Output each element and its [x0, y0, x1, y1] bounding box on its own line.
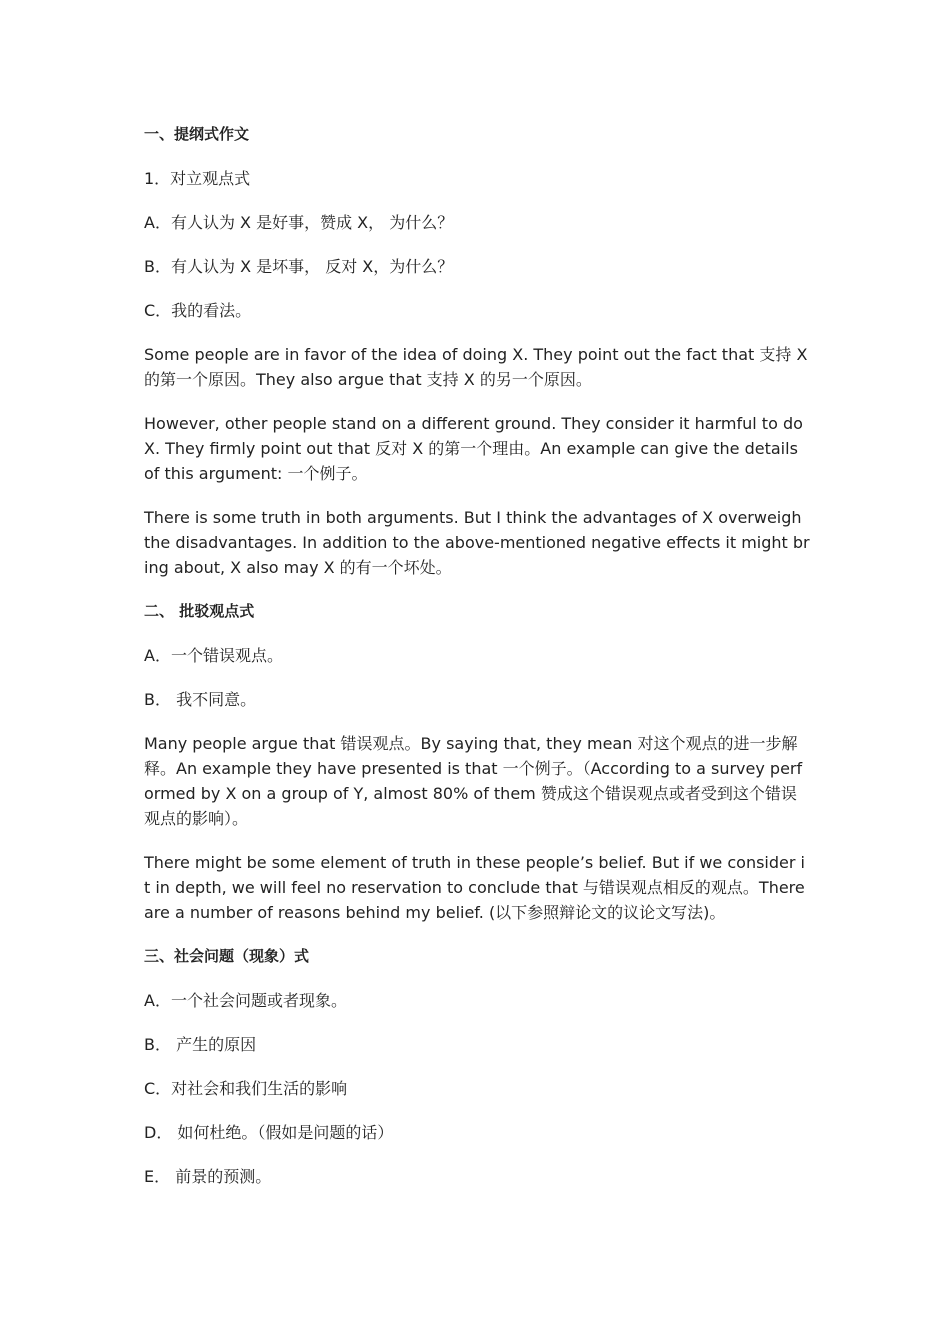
outline-item: B． 我不同意。 [144, 690, 257, 709]
section-heading-1: 一、提纲式作文 [144, 125, 250, 143]
outline-item: B． 产生的原因 [144, 1035, 257, 1054]
body-paragraph: There is some truth in both arguments. But I think the advantages of X overweigh the disadvantages. In addition to the above-mentioned negative effects it might bring about, X also may X 的有一个坏处。 [144, 508, 810, 577]
body-paragraph: There might be some element of truth in these people’s belief. But if we consider it in depth, we will feel no reservation to conclude that 与错误观点相反的观点。There are a number of reasons behind my belief. (以下参照辩论文的议论文写法)。 [144, 853, 805, 922]
body-paragraph: However, other people stand on a different ground. They consider it harmful to do X. They firmly point out that 反对 X 的第一个理由。An example can give the details of this argument: 一个例子。 [144, 414, 803, 483]
outline-item: 1．对立观点式 [144, 169, 251, 188]
outline-item: C．我的看法。 [144, 301, 252, 320]
section-heading-3: 三、社会问题（现象）式 [144, 947, 310, 965]
body-paragraph: Some people are in favor of the idea of doing X. They point out the fact that 支持 X 的第一个原因。They also argue that 支持 X 的另一个原因。 [144, 345, 808, 389]
document-body [144, 122, 810, 1208]
outline-item: D． 如何杜绝。（假如是问题的话） [144, 1123, 394, 1142]
outline-item: C．对社会和我们生活的影响 [144, 1079, 348, 1098]
outline-item: A．有人认为 X 是好事，赞成 X， 为什么？ [144, 213, 454, 232]
outline-item: E． 前景的预测。 [144, 1167, 272, 1186]
section-heading-2: 二、 批驳观点式 [144, 602, 255, 620]
outline-item: A．一个错误观点。 [144, 646, 283, 665]
outline-item: B．有人认为 X 是坏事， 反对 X，为什么？ [144, 257, 454, 276]
outline-item: A．一个社会问题或者现象。 [144, 991, 347, 1010]
body-paragraph: Many people argue that 错误观点。By saying that, they mean 对这个观点的进一步解释。An example they have presented is that 一个例子。（According to a survey performed by X on a group of Y, almost 80% of them 赞成这个错误观点或者受到这个错误观点的影响）。 [144, 734, 803, 828]
